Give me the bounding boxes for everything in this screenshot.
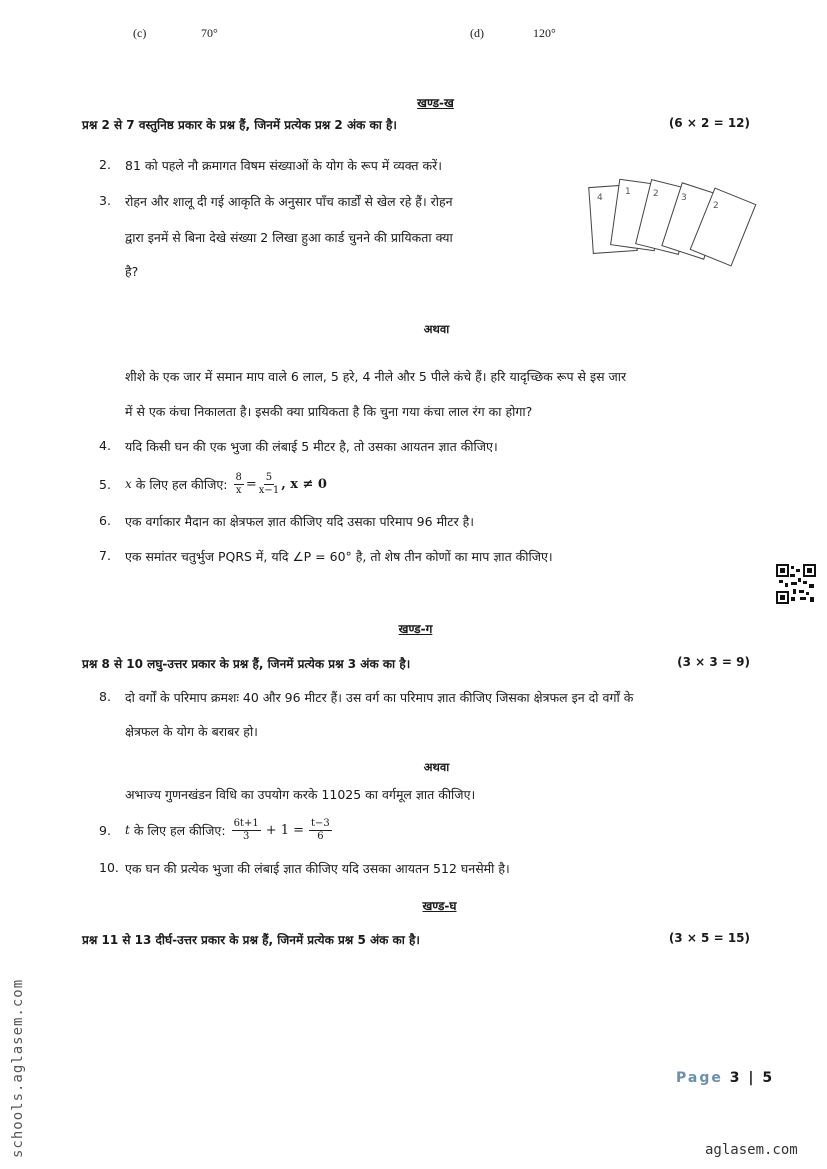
card-4-label: 3 (681, 193, 687, 203)
page-total: 5 (762, 1070, 775, 1086)
q9-number: 9. (99, 823, 111, 838)
side-watermark: schools.aglasem.com (10, 978, 26, 1158)
or1-line2: में से एक कंचा निकालता है। इसकी क्या प्रायिकता है कि चुना गया कंचा लाल रंग का होगा? (125, 404, 533, 419)
q5-fraction-1 (234, 472, 244, 497)
q6-text: एक वर्गाकार मैदान का क्षेत्रफल ज्ञात कीजिए यदि उसका परिमाप 96 मीटर है। (125, 514, 475, 529)
option-d-label: (d) (470, 26, 484, 40)
q9-den2: 6 (317, 830, 324, 842)
or1-line1: शीशे के एक जार में समान माप वाले 6 लाल, 5 हरे, 4 नीले और 5 पीले कंचे हैं। हरि यादृच्छिक रूप से इस जार (125, 369, 627, 384)
section-b-instruction-row (82, 116, 750, 133)
q5-fraction-2 (259, 472, 279, 497)
option-d-value: 120° (533, 26, 556, 40)
page-current: 3 (729, 1070, 742, 1086)
section-c-instruction-row (82, 655, 750, 672)
q5-num1: 8 (235, 471, 242, 483)
q9-num2: t−3 (311, 817, 330, 829)
section-c-title: खण्ड-ग (398, 622, 433, 636)
q5-num2: 5 (265, 471, 273, 483)
q9-fraction-1 (232, 818, 261, 843)
q2-number: 2. (99, 157, 111, 172)
section-c-instruction: प्रश्न 8 से 10 लघु-उत्तर प्रकार के प्रश्न हैं, जिनमें प्रत्येक प्रश्न 3 अंक का है। (82, 657, 411, 671)
q4-text: यदि किसी घन की एक भुजा की लंबाई 5 मीटर है, तो उसका आयतन ज्ञात कीजिए। (125, 439, 498, 454)
q8-line2: क्षेत्रफल के योग के बराबर हो। (125, 724, 258, 739)
q9-row (125, 814, 334, 846)
q9-den1: 3 (242, 830, 250, 842)
q7-number: 7. (99, 548, 111, 563)
q5-text: के लिए हल कीजिए: (135, 476, 228, 492)
option-c-label: (c) (133, 26, 147, 40)
q5-condition: , x ≠ 0 (281, 476, 327, 492)
section-b-title: खण्ड-ख (417, 96, 454, 110)
q8-line1: दो वर्गों के परिमाप क्रमशः 40 और 96 मीटर हैं। उस वर्ग का परिमाप ज्ञात कीजिए जिसका क्षेत्रफल इन दो वर्गों के (125, 690, 634, 705)
q9-fraction-2 (309, 818, 332, 843)
card-5-label: 2 (713, 201, 719, 211)
card-2-label: 1 (625, 187, 631, 197)
q9-mid: + 1 = (265, 822, 305, 838)
q3-line2: द्वारा इनमें से बिना देखे संख्या 2 लिखा हुआ कार्ड चुनने की प्रायिकता क्या (125, 230, 453, 245)
q3-line1: रोहन और शालू दी गई आकृति के अनुसार पाँच कार्डों से खेल रहे हैं। रोहन (125, 194, 453, 209)
section-d-marks: (3 × 5 = 15) (668, 931, 750, 945)
section-d-instruction-row (82, 931, 750, 948)
cards-figure (585, 178, 765, 282)
q3-number: 3. (99, 193, 111, 208)
q5-number: 5. (99, 477, 111, 492)
q4-number: 4. (99, 438, 111, 453)
page-word: Page (676, 1070, 723, 1086)
q10-text: एक घन की प्रत्येक भुजा की लंबाई ज्ञात कीजिए यदि उसका आयतन 512 घनसेमी है। (125, 861, 510, 876)
page-number (676, 1070, 774, 1086)
q3-line3: है? (125, 264, 139, 279)
q8-number: 8. (99, 689, 111, 704)
or1-label: अथवा (423, 322, 450, 336)
q5-den1: x (235, 484, 242, 496)
q2-text: 81 को पहले नौ क्रमागत विषम संख्याओं के योग के रूप में व्यक्त करें। (125, 158, 442, 173)
section-b-instruction: प्रश्न 2 से 7 वस्तुनिष्ठ प्रकार के प्रश्न हैं, जिनमें प्रत्येक प्रश्न 2 अंक का है। (82, 118, 397, 132)
q9-num1: 6t+1 (233, 817, 259, 829)
q10-number: 10. (99, 860, 119, 875)
q7-text: एक समांतर चतुर्भुज PQRS में, यदि ∠P = 60° है, तो शेष तीन कोणों का माप ज्ञात कीजिए। (125, 549, 553, 564)
q5-variable: x (125, 477, 132, 491)
q9-variable: t (125, 823, 130, 837)
or2-label: अथवा (423, 760, 450, 774)
q9-text: के लिए हल कीजिए: (133, 822, 226, 838)
footer-site: aglasem.com (705, 1142, 798, 1158)
card-3-label: 2 (653, 189, 659, 199)
q5-row: x के लिए हल कीजिए: $\frac{8}{x}$ = $\frac{5}{x-1}$ , x ≠ 0 (125, 471, 327, 496)
section-d-instruction: प्रश्न 11 से 13 दीर्घ-उत्तर प्रकार के प्रश्न हैं, जिनमें प्रत्येक प्रश्न 5 अंक का है। (82, 933, 420, 947)
card-1-label: 4 (597, 193, 603, 203)
section-c-marks: (3 × 3 = 9) (677, 655, 750, 669)
qr-code (776, 564, 816, 604)
option-c-value: 70° (201, 26, 218, 40)
section-d-title: खण्ड-घ (422, 899, 457, 913)
page-separator: | (748, 1070, 756, 1086)
q5-den2: x−1 (258, 484, 280, 496)
section-b-marks: (6 × 2 = 12) (668, 116, 750, 130)
q6-number: 6. (99, 513, 111, 528)
or2-text: अभाज्य गुणनखंडन विधि का उपयोग करके 11025 का वर्गमूल ज्ञात कीजिए। (125, 787, 476, 802)
